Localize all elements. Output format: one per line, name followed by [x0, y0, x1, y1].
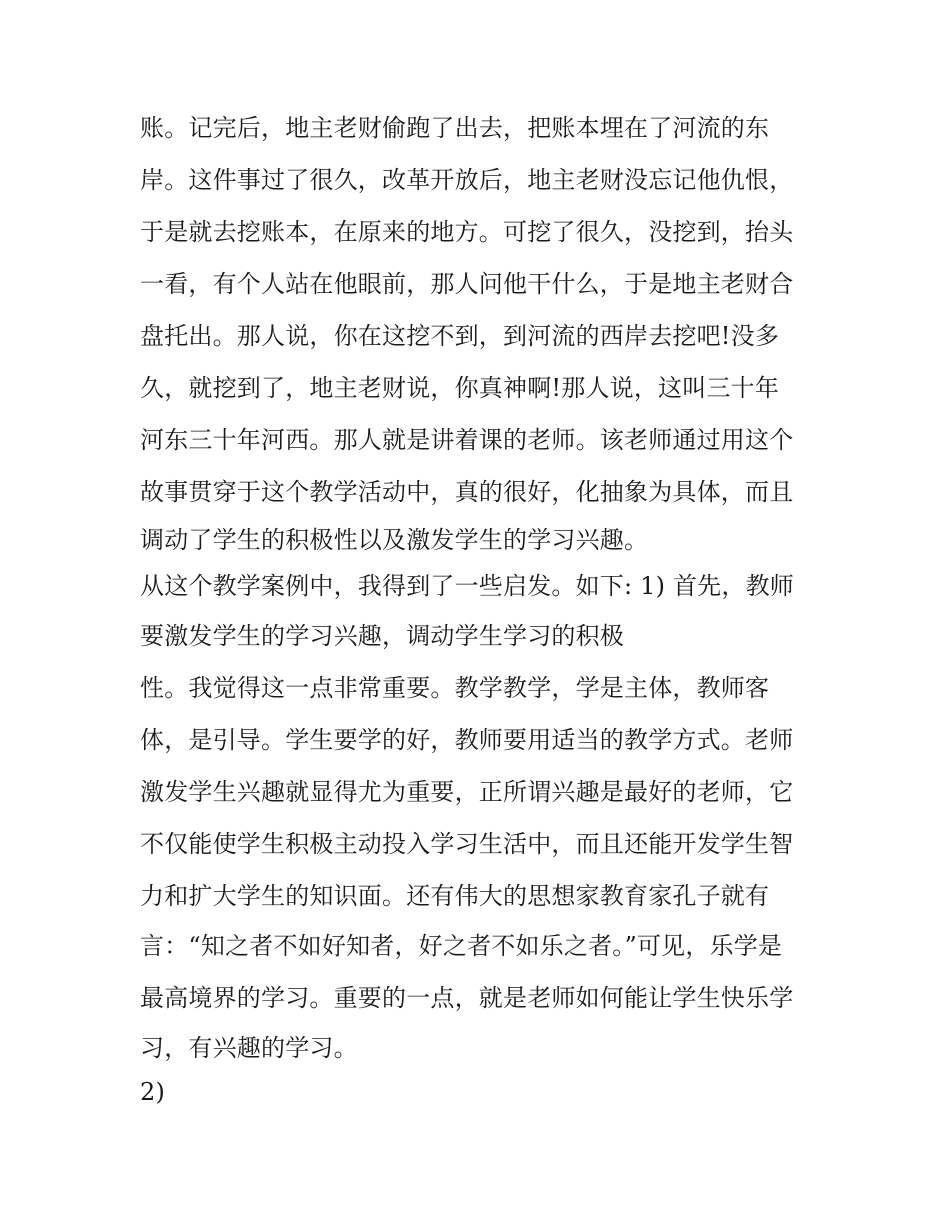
text-line: 从这个教学案例中，我得到了一些启发。如下: 1) 首先，教师: [140, 572, 794, 600]
text-line: 言：“知之者不如好知者，好之者不如乐之者。”可见，乐学是: [140, 932, 783, 960]
text-line: 最高境界的学习。重要的一点，就是老师如何能让学生快乐学: [140, 984, 794, 1012]
text-line: 故事贯穿于这个教学活动中，真的很好，化抽象为具体，而且: [140, 478, 794, 506]
text-line: 久，就挖到了，地主老财说，你真神啊!那人说，这叫三十年: [140, 374, 780, 402]
text-line: 调动了学生的积极性以及激发学生的学习兴趣。: [140, 526, 649, 554]
text-line: 一看，有个人站在他眼前，那人问他干什么，于是地主老财合: [140, 270, 794, 298]
text-line: 2): [140, 1078, 166, 1106]
text-line: 盘托出。那人说，你在这挖不到，到河流的西岸去挖吧!没多: [140, 322, 780, 350]
text-line: 体，是引导。学生要学的好，教师要用适当的教学方式。老师: [140, 726, 794, 754]
text-line: 不仅能使学生积极主动投入学习生活中，而且还能开发学生智: [140, 830, 794, 858]
text-line: 力和扩大学生的知识面。还有伟大的思想家教育家孔子就有: [140, 882, 770, 910]
text-line: 要激发学生的学习兴趣，调动学生学习的积极: [140, 622, 624, 650]
text-line: 性。我觉得这一点非常重要。教学教学，学是主体，教师客: [140, 674, 770, 702]
text-line: 于是就去挖账本，在原来的地方。可挖了很久，没挖到，抬头: [140, 218, 794, 246]
text-line: 岸。这件事过了很久，改革开放后，地主老财没忘记他仇恨，: [140, 166, 794, 194]
text-line: 河东三十年河西。那人就是讲着课的老师。该老师通过用这个: [140, 426, 794, 454]
text-line: 习，有兴趣的学习。: [140, 1034, 358, 1062]
text-line: 账。记完后，地主老财偷跑了出去，把账本埋在了河流的东: [140, 114, 770, 142]
text-line: 激发学生兴趣就显得尤为重要，正所谓兴趣是最好的老师，它: [140, 778, 794, 806]
